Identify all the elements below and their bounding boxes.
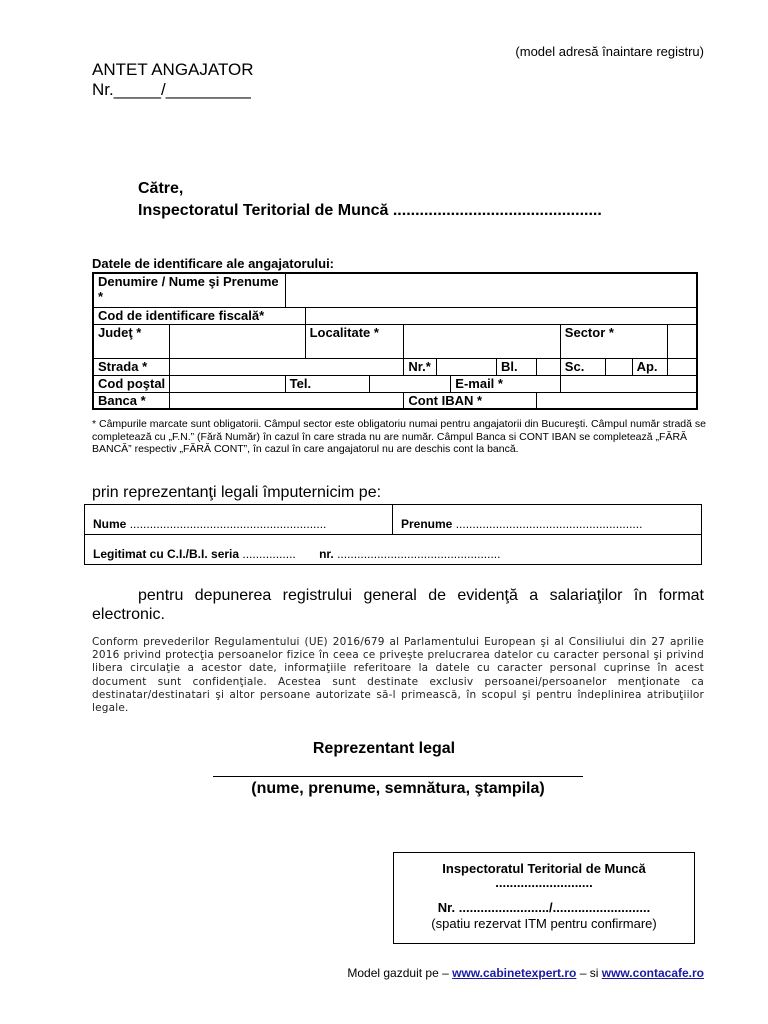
representatives-intro: prin reprezentanţi legali împuternicim pe: bbox=[92, 484, 382, 501]
footer-prefix: Model gazduit pe – bbox=[347, 966, 449, 980]
sc-label: Sc. bbox=[560, 358, 605, 375]
localitate-label: Localitate * bbox=[305, 324, 404, 358]
denumire-field[interactable] bbox=[285, 273, 697, 307]
email-label: E-mail * bbox=[451, 375, 561, 392]
banca-label: Banca * bbox=[93, 392, 170, 409]
nr-field[interactable] bbox=[437, 358, 497, 375]
mandatory-fields-note: * Câmpurile marcate sunt obligatorii. Câmpul sector este obligatoriu numai pentru angajatorii din Bucureşti. Câmpul număr stradă se completează cu „F.N.” (Fără Număr) în cazul în care strada nu are număr. Câmpul Banca si CONT IBAN se completează „FĂRĂ BANCĂ” respectiv „FĂRĂ CONT”, în cazul în care angajatorul nu are deschis cont la bancă. bbox=[92, 418, 706, 455]
antet-label: ANTET ANGAJATOR bbox=[92, 60, 254, 79]
cont-iban-field[interactable] bbox=[536, 392, 697, 409]
sector-label: Sector * bbox=[560, 324, 667, 358]
sc-field[interactable] bbox=[605, 358, 632, 375]
legitimat-label: Legitimat cu C.I./B.I. seria bbox=[93, 547, 240, 561]
strada-label: Strada * bbox=[93, 358, 170, 375]
legitimat-cell[interactable] bbox=[85, 535, 702, 565]
ap-field[interactable] bbox=[667, 358, 697, 375]
cabinetexpert-link[interactable]: www.cabinetexpert.ro bbox=[452, 966, 577, 980]
cif-field[interactable] bbox=[305, 307, 697, 324]
inspectorat-line: Inspectoratul Teritorial de Muncă ............................................... bbox=[138, 202, 602, 219]
prenume-dots: ........................................................ bbox=[455, 517, 643, 531]
gdpr-notice: Conform prevederilor Regulamentului (UE) 2016/679 al Parlamentului European şi al Consiliului din 27 aprilie 2016 privind protecţia persoanelor fizice în ceea ce priveşte prelucrarea datelor cu caracter personal şi privind libera circulaţie a acestor date, informaţiile referitoare la datele cu caracter personal cuprinse în acest document sunt confidenţiale. Acestea sunt destinate exclusiv persoanei/persoanelor menţionate ca destinatar/destinatari şi altor persoane autorizate să-l primească, în scopul şi pentru îndeplinirea atribuţiilor legale. bbox=[92, 636, 704, 715]
nume-label: Nume bbox=[93, 517, 127, 531]
cod-postal-label: Cod poştal bbox=[93, 375, 170, 392]
cod-postal-field[interactable] bbox=[170, 375, 285, 392]
catre-label: Către, bbox=[138, 180, 184, 197]
employer-header bbox=[92, 60, 254, 100]
representatives-table bbox=[84, 504, 702, 565]
localitate-field[interactable] bbox=[404, 324, 560, 358]
ci-nr-label: nr. bbox=[319, 547, 334, 561]
denumire-label: Denumire / Nume şi Prenume * bbox=[93, 273, 285, 307]
employer-ident-table bbox=[92, 272, 698, 410]
signature-line bbox=[213, 776, 583, 777]
ident-section-title: Datele de identificare ale angajatorului: bbox=[92, 256, 335, 271]
signature-title: Reprezentant legal bbox=[312, 740, 456, 757]
email-field[interactable] bbox=[560, 375, 697, 392]
nume-cell[interactable] bbox=[85, 505, 393, 535]
model-note: (model adresă înaintare registru) bbox=[515, 44, 704, 59]
cont-iban-label: Cont IBAN * bbox=[404, 392, 537, 409]
itm-box-number: Nr. ........................./........................... bbox=[437, 900, 651, 915]
ci-nr-dots: ................................................. bbox=[337, 547, 501, 561]
tel-field[interactable] bbox=[370, 375, 451, 392]
contacafe-link[interactable]: www.contacafe.ro bbox=[601, 966, 704, 980]
nr-label: Nr.* bbox=[404, 358, 437, 375]
footer bbox=[347, 966, 704, 980]
purpose-text: pentru depunerea registrului general de evidenţă a salariaţilor în format electronic. bbox=[92, 587, 704, 623]
signature-caption: (nume, prenume, semnătura, ştampila) bbox=[251, 780, 545, 797]
cif-label: Cod de identificare fiscală* bbox=[93, 307, 305, 324]
itm-box-note: (spatiu rezervat ITM pentru confirmare) bbox=[431, 916, 657, 931]
tel-label: Tel. bbox=[285, 375, 370, 392]
prenume-cell[interactable] bbox=[393, 505, 702, 535]
bl-label: Bl. bbox=[497, 358, 537, 375]
seria-dots: ................ bbox=[242, 547, 296, 561]
judet-label: Judeţ * bbox=[93, 324, 170, 358]
registration-number: Nr._____/_________ bbox=[92, 80, 251, 99]
addressee-block bbox=[138, 178, 602, 222]
sector-field[interactable] bbox=[667, 324, 697, 358]
ap-label: Ap. bbox=[632, 358, 667, 375]
itm-box-title: Inspectoratul Teritorial de Muncă bbox=[442, 861, 646, 876]
strada-field[interactable] bbox=[170, 358, 404, 375]
itm-confirmation-box bbox=[393, 852, 695, 944]
itm-box-dots: ........................... bbox=[495, 875, 593, 890]
banca-field[interactable] bbox=[170, 392, 404, 409]
footer-middle: – si bbox=[579, 966, 599, 980]
prenume-label: Prenume bbox=[401, 517, 453, 531]
bl-field[interactable] bbox=[536, 358, 560, 375]
nume-dots: ........................................................... bbox=[129, 517, 327, 531]
judet-field[interactable] bbox=[170, 324, 305, 358]
